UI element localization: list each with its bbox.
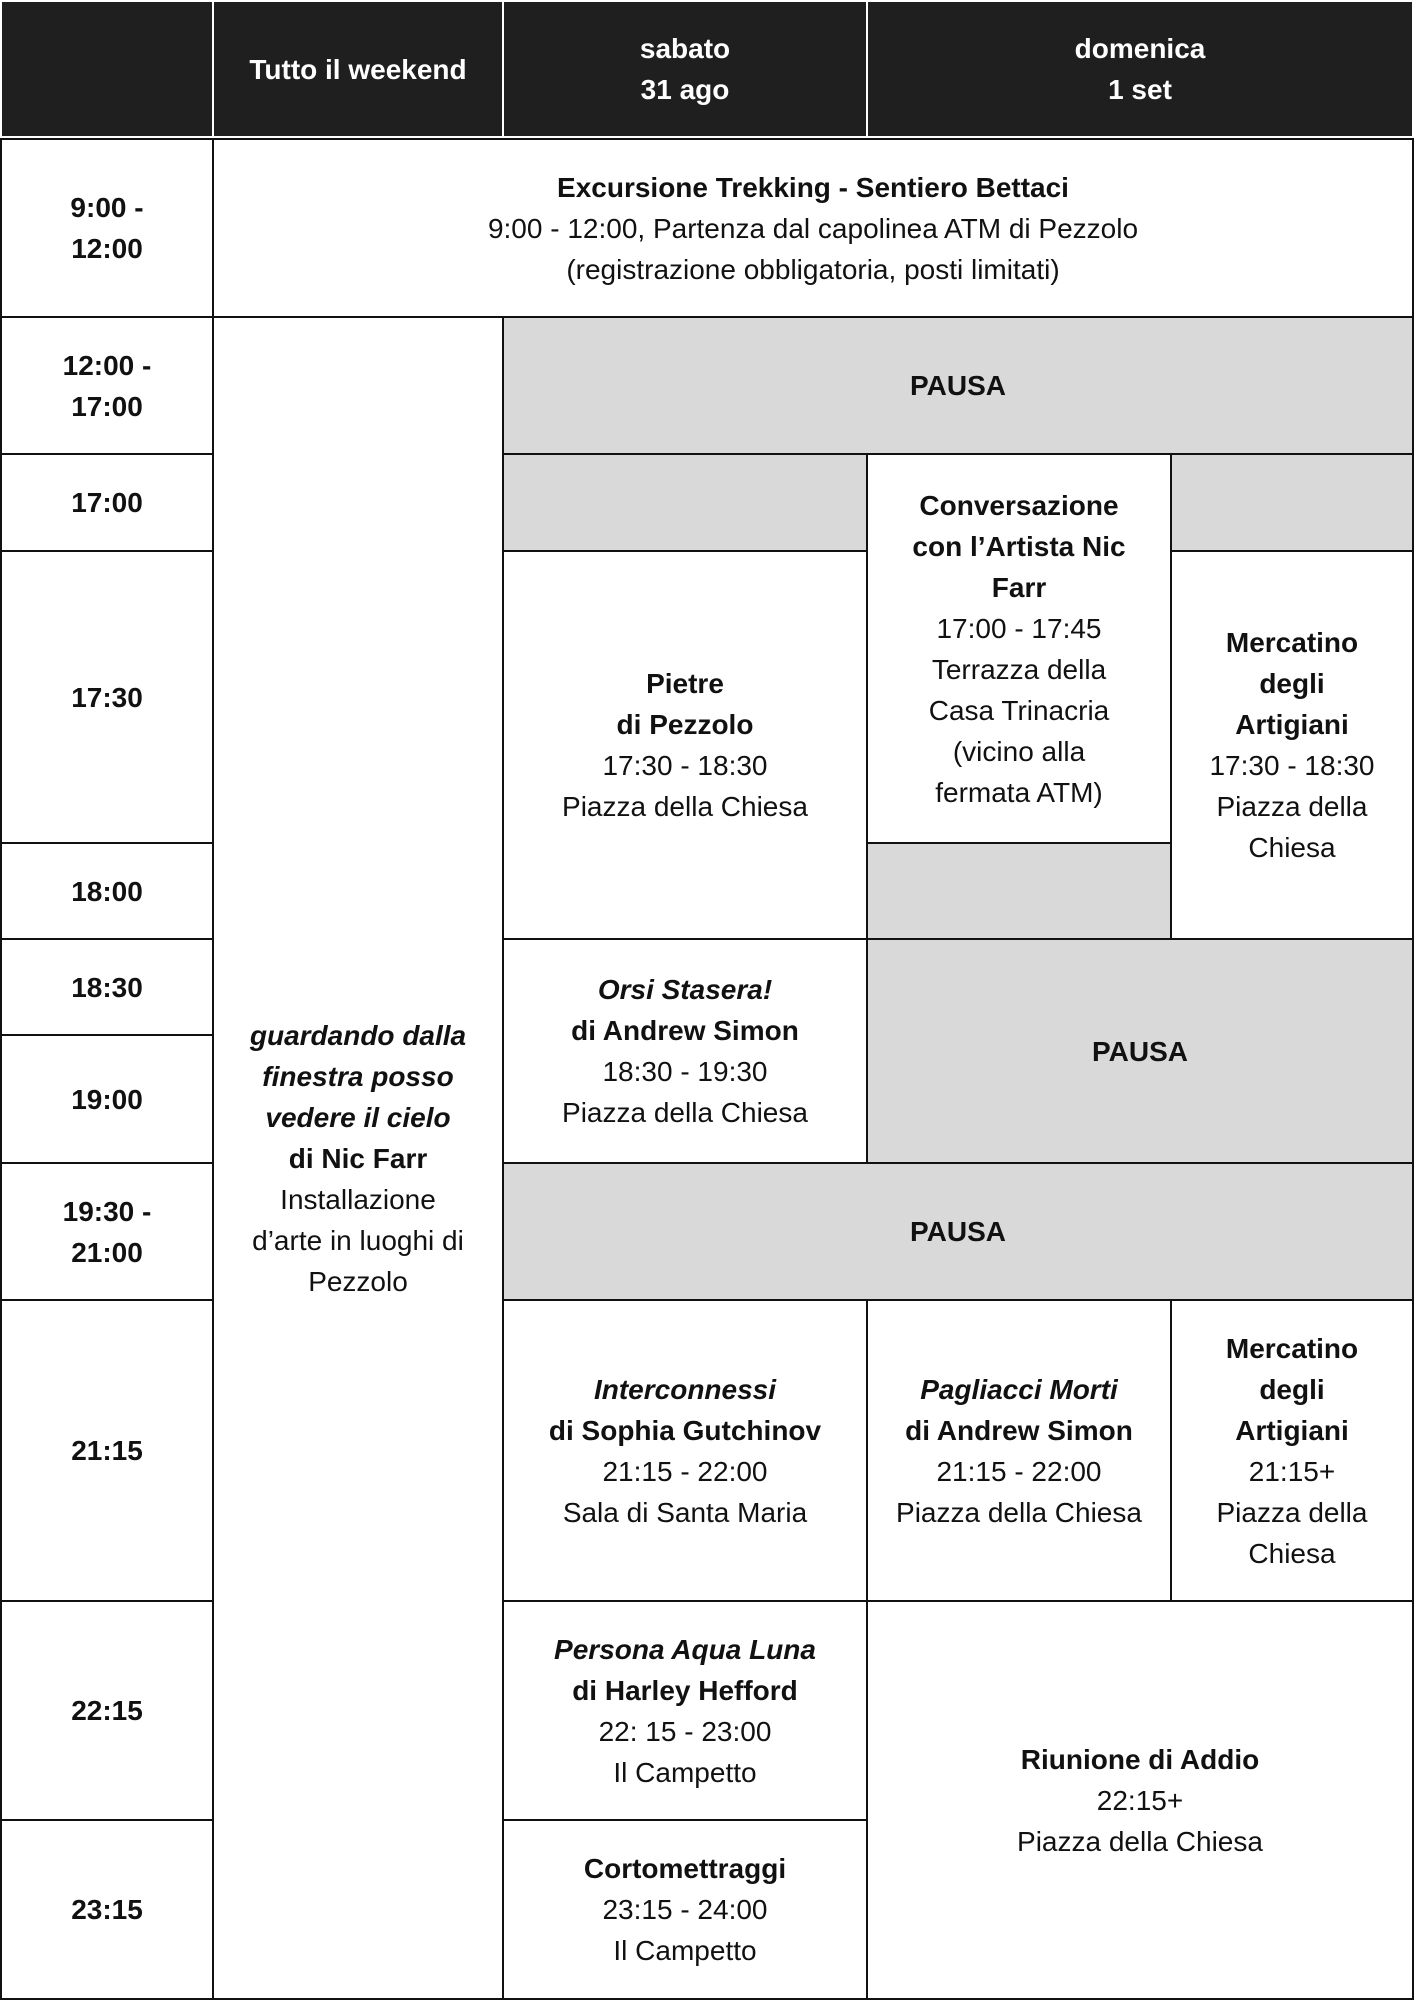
header-saturday-date: 31 ago [640, 74, 730, 105]
event-place: Piazza della Chiesa [562, 791, 808, 822]
time-label: 9:00 - [70, 192, 144, 223]
event-place: Chiesa [1248, 832, 1336, 863]
event-pagliacci-morti [866, 1299, 1172, 1602]
event-time: 21:15 - 22:00 [936, 1455, 1102, 1487]
empty-slot-sun-1700 [1170, 453, 1414, 552]
empty-slot-sat-1700 [502, 453, 868, 552]
event-title: degli [1259, 668, 1325, 699]
event-time: 21:15+ [1248, 1455, 1336, 1487]
time-label: 12:00 - [62, 349, 152, 381]
time-label: 23:15 [71, 1894, 143, 1925]
event-title: con l’Artista Nic [912, 530, 1126, 562]
event-author: di Nic Farr [288, 1142, 428, 1174]
time-slot-1730 [0, 550, 214, 844]
event-title: Excursione Trekking - Sentiero Bettaci [557, 171, 1069, 203]
event-title: di Pezzolo [616, 709, 754, 740]
time-label: 19:00 [71, 1083, 143, 1115]
event-title: Cortomettraggi [583, 1853, 787, 1884]
event-description: Installazione [280, 1183, 436, 1215]
event-author: di Harley Hefford [572, 1674, 798, 1706]
event-title: guardando dalla [249, 1019, 467, 1051]
event-place: Piazza della Chiesa [562, 1097, 808, 1128]
time-label: 22:15 [71, 1695, 143, 1726]
event-title: Riunione di Addio [1020, 1743, 1260, 1775]
event-time: 22: 15 - 23:00 [598, 1715, 772, 1747]
event-details: 9:00 - 12:00, Partenza dal capolinea ATM di Pezzolo [487, 212, 1139, 244]
event-title: Artigiani [1235, 1414, 1349, 1446]
time-label: 17:00 [71, 390, 143, 422]
header-sunday [866, 0, 1414, 138]
event-riunione-di-addio [866, 1600, 1414, 2000]
event-title: degli [1259, 1373, 1325, 1405]
time-slot-1830 [0, 938, 214, 1036]
time-label: 18:00 [71, 875, 143, 907]
event-place: fermata ATM) [935, 776, 1103, 808]
time-slot-1700 [0, 453, 214, 552]
event-time: 23:15 - 24:00 [602, 1894, 768, 1925]
time-slot-1930 [0, 1162, 214, 1301]
event-time: 17:30 - 18:30 [602, 750, 768, 781]
event-place: Piazza della Chiesa [896, 1496, 1142, 1528]
event-interconnessi [502, 1299, 868, 1602]
header-weekend-label: Tutto il weekend [249, 53, 467, 85]
event-conversazione [866, 453, 1172, 844]
event-note: (registrazione obbligatoria, posti limitati) [566, 253, 1060, 285]
pause-block-dinner [502, 1162, 1414, 1301]
time-slot-0900 [0, 138, 214, 318]
header-sunday-date: 1 set [1108, 74, 1172, 105]
pause-label: PAUSA [910, 370, 1006, 401]
time-label: 19:30 - [62, 1195, 152, 1227]
event-description: Pezzolo [308, 1265, 408, 1297]
time-label: 17:30 [71, 681, 143, 713]
event-title: vedere il cielo [265, 1101, 451, 1133]
event-title: finestra posso [262, 1060, 454, 1092]
time-slot-2315 [0, 1819, 214, 2000]
event-time: 17:00 - 17:45 [936, 612, 1102, 644]
event-time: 18:30 - 19:30 [602, 1056, 768, 1087]
empty-slot-sun-1800 [866, 842, 1172, 940]
event-place: Piazza della [1216, 1496, 1368, 1528]
event-description: d’arte in luoghi di [252, 1224, 464, 1256]
event-place: Il Campetto [613, 1756, 757, 1788]
event-mercatino-afternoon [1170, 550, 1414, 940]
event-pietre [502, 550, 868, 940]
time-slot-1900 [0, 1034, 214, 1164]
event-title: Mercatino [1225, 1332, 1359, 1364]
event-title: Conversazione [919, 489, 1119, 521]
pause-label: PAUSA [910, 1216, 1006, 1247]
event-title: Mercatino [1225, 627, 1359, 658]
pause-block-afternoon [502, 316, 1414, 455]
event-title: Farr [991, 571, 1047, 603]
event-installation [212, 316, 504, 2000]
time-label: 12:00 [71, 233, 143, 264]
event-place: (vicino alla [952, 735, 1086, 767]
event-place: Il Campetto [613, 1935, 757, 1966]
event-time: 22:15+ [1096, 1784, 1184, 1816]
event-orsi-stasera [502, 938, 868, 1164]
event-author: di Andrew Simon [905, 1414, 1133, 1446]
time-label: 18:30 [71, 971, 143, 1003]
time-slot-2215 [0, 1600, 214, 1821]
event-time: 17:30 - 18:30 [1209, 750, 1375, 781]
event-author: di Sophia Gutchinov [548, 1414, 822, 1446]
event-title: Interconnessi [593, 1373, 777, 1405]
event-author: di Andrew Simon [571, 1015, 799, 1046]
time-slot-1800 [0, 842, 214, 940]
time-label: 21:00 [71, 1236, 143, 1268]
header-saturday-day: sabato [639, 33, 731, 64]
event-place: Casa Trinacria [928, 694, 1110, 726]
event-title: Orsi Stasera! [597, 974, 773, 1005]
event-persona-aqua-luna [502, 1600, 868, 1821]
pause-label: PAUSA [1092, 1035, 1188, 1067]
pause-block-sunday-evening [866, 938, 1414, 1164]
event-place: Terrazza della [931, 653, 1107, 685]
header-corner [0, 0, 214, 138]
event-title: Pagliacci Morti [920, 1373, 1118, 1405]
time-label: 21:15 [71, 1435, 143, 1466]
event-trekking [212, 138, 1414, 318]
event-place: Piazza della [1216, 791, 1368, 822]
event-place: Chiesa [1248, 1537, 1336, 1569]
event-cortometraggi [502, 1819, 868, 2000]
event-place: Piazza della Chiesa [1017, 1825, 1263, 1857]
event-title: Persona Aqua Luna [554, 1633, 816, 1665]
time-slot-1200 [0, 316, 214, 455]
event-time: 21:15 - 22:00 [602, 1455, 768, 1487]
header-sunday-day: domenica [1074, 33, 1206, 64]
event-place: Sala di Santa Maria [562, 1496, 808, 1528]
event-title: Artigiani [1235, 709, 1349, 740]
time-slot-2115 [0, 1299, 214, 1602]
header-weekend [212, 0, 504, 138]
time-label: 17:00 [71, 487, 143, 518]
event-mercatino-night [1170, 1299, 1414, 1602]
event-title: Pietre [646, 668, 724, 699]
header-saturday [502, 0, 868, 138]
